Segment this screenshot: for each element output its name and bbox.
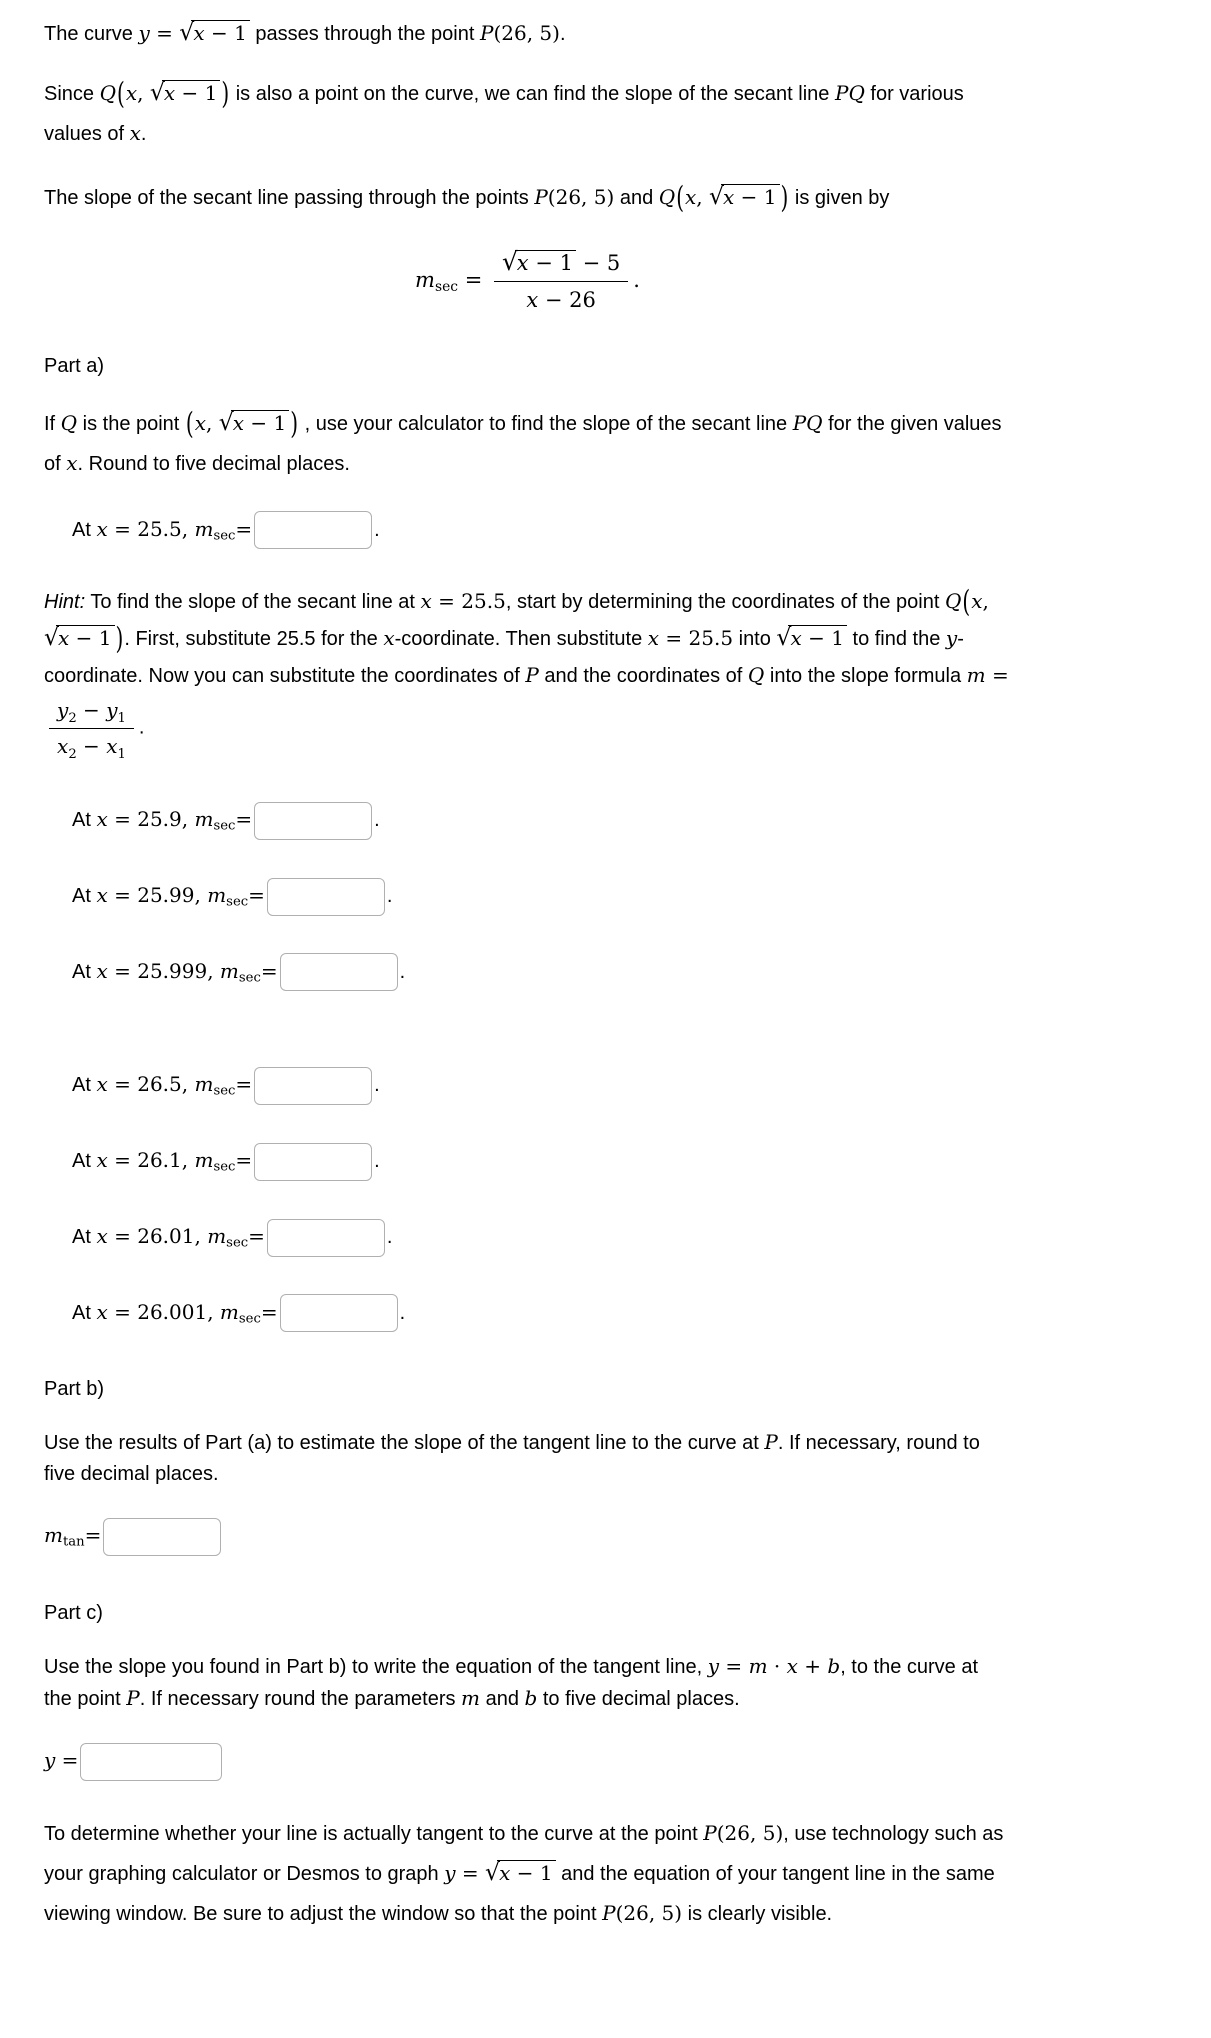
row-period: .: [399, 960, 406, 983]
text-segment: . Round to five decimal places.: [77, 452, 350, 475]
math-var-x: x: [971, 589, 983, 614]
radicand-tail: − 1: [510, 1860, 553, 1885]
subscript-tan: tan: [62, 1534, 85, 1550]
plus-operator: +: [797, 1653, 828, 1678]
math-var-m: m: [207, 883, 227, 908]
radicand: [788, 625, 846, 650]
math-var-x: x: [790, 626, 802, 651]
mtan-input[interactable]: [103, 1518, 221, 1556]
subscript-1: 1: [117, 747, 126, 763]
comma: ,: [181, 1072, 195, 1097]
math-var-x: x: [516, 251, 529, 275]
msec-input-25-999[interactable]: [280, 953, 398, 991]
equals-sign: =: [107, 1072, 138, 1097]
radicand: [515, 250, 576, 275]
intro-paragraph-2: [44, 74, 1011, 154]
text-segment: , use your calculator to find the slope of the secant line: [299, 412, 793, 435]
comma: ,: [181, 1148, 195, 1173]
math-var-x: x: [194, 410, 207, 435]
text-segment: , use technology such as your graphing calculator or Desmos to graph: [44, 1822, 1004, 1885]
close-paren: ): [780, 178, 789, 215]
text-segment: The curve: [44, 23, 139, 45]
radicand-tail: − 1: [69, 626, 112, 651]
equals-sign: =: [107, 516, 138, 541]
point-coordinates: (26, 5): [615, 1900, 683, 1925]
comma: ,: [982, 589, 989, 614]
intro-paragraph-3: [44, 178, 1011, 218]
subscript-1: 1: [117, 711, 126, 727]
text-segment: Use the slope you found in Part b) to write the equation of the tangent line,: [44, 1655, 708, 1678]
math-var-b: b: [524, 1685, 538, 1710]
fraction: [49, 694, 134, 762]
math-var-x: x: [96, 516, 108, 541]
subscript-sec: sec: [213, 528, 236, 544]
math-var-P: P: [703, 1820, 717, 1845]
math-var-x: x: [96, 1148, 108, 1173]
row-period: .: [374, 809, 380, 832]
radicand-tail: − 1: [175, 81, 218, 105]
part-a-heading: Part a): [44, 354, 105, 377]
math-var-m: m: [461, 1685, 481, 1710]
equals-sign: =: [235, 516, 253, 541]
tangent-equation-row: [44, 1739, 1011, 1782]
comma: ,: [207, 1299, 220, 1324]
msec-input-26-1[interactable]: [254, 1143, 372, 1181]
equals-sign: =: [107, 1148, 138, 1173]
row-prefix: At: [72, 1074, 97, 1097]
comma: ,: [194, 1223, 208, 1248]
equals-sign: =: [719, 1653, 749, 1678]
row-period: .: [386, 885, 393, 908]
text-segment: is also a point on the curve, we can find the slope of the secant line: [230, 83, 835, 105]
x-value: 25.99: [137, 883, 195, 908]
subscript-sec: sec: [226, 1235, 249, 1251]
math-var-x: x: [96, 807, 108, 832]
row-period: .: [399, 1301, 406, 1324]
equals-sign: =: [235, 1148, 253, 1173]
math-var-x: x: [499, 1860, 511, 1885]
equals-sign: =: [55, 1747, 79, 1772]
text-segment: into the slope formula: [764, 665, 967, 688]
row-prefix: At: [72, 1301, 97, 1324]
text-segment: If: [44, 412, 61, 435]
math-var-P: P: [602, 1900, 616, 1925]
x-value: 25.9: [137, 807, 182, 832]
open-paren: (: [962, 583, 971, 620]
text-segment: passes through the point: [249, 23, 480, 45]
math-var-b: b: [827, 1653, 841, 1678]
math-var-y: y: [138, 21, 150, 45]
text-segment: is given by: [789, 187, 890, 209]
math-var-y: y: [44, 1747, 56, 1772]
open-paren: (: [185, 404, 194, 441]
subscript-sec: sec: [213, 819, 236, 835]
math-var-m: m: [219, 958, 239, 983]
text-segment: .: [140, 123, 147, 145]
secant-slope-row: [72, 1139, 1011, 1189]
numerator: [494, 246, 628, 282]
comma: ,: [181, 516, 195, 541]
radicand-tail: − 1: [734, 185, 777, 209]
math-var-y: y: [945, 626, 958, 651]
radical-sign: √: [149, 78, 165, 106]
fraction: [494, 246, 628, 317]
math-var-m: m: [194, 516, 214, 541]
equals-sign: =: [84, 1523, 102, 1548]
equals-sign: =: [235, 807, 253, 832]
math-var-m: m: [415, 267, 435, 292]
math-var-m: m: [194, 1148, 214, 1173]
text-segment: for various values of: [44, 83, 964, 145]
equals-sign: =: [107, 1223, 138, 1248]
math-var-P: P: [764, 1430, 778, 1455]
math-var-x: x: [383, 626, 395, 651]
math-var-P: P: [534, 185, 548, 209]
denominator: [49, 729, 134, 762]
text-segment: Use the results of Part (a) to estimate the slope of the tangent line to the curve at: [44, 1432, 765, 1455]
radical-sign: √: [218, 407, 234, 436]
part-c-instructions: [44, 1651, 1011, 1715]
math-var-x: x: [96, 1299, 108, 1324]
intro-paragraph-1: [44, 18, 1011, 50]
msec-input-26-5[interactable]: [254, 1067, 372, 1105]
text-segment: , to the curve at the point: [44, 1655, 979, 1710]
math-var-m: m: [748, 1653, 768, 1678]
math-var-x: x: [96, 1223, 108, 1248]
row-prefix: At: [72, 960, 97, 983]
math-var-m: m: [219, 1299, 239, 1324]
comma: ,: [181, 807, 195, 832]
equals-sign: =: [149, 21, 180, 45]
x-value: 25.999: [137, 958, 208, 983]
radical-sign: √: [709, 182, 725, 210]
open-paren: (: [676, 178, 684, 215]
radicand-tail: − 1: [244, 410, 287, 435]
radical-sign: √: [179, 18, 195, 46]
sqrt-expression: [218, 407, 290, 436]
comma: ,: [206, 410, 219, 435]
text-segment: and: [480, 1687, 525, 1710]
math-var-x: x: [232, 410, 245, 435]
math-var-Q: Q: [747, 663, 765, 688]
comma: ,: [137, 81, 150, 105]
text-segment: Since: [44, 83, 100, 105]
secant-slope-row: [72, 798, 1011, 848]
subscript-sec: sec: [238, 970, 261, 986]
minus-sign: −: [76, 698, 107, 723]
tangent-line-input[interactable]: [80, 1743, 222, 1781]
math-var-P: P: [126, 1685, 140, 1710]
point-coordinates: (26, 5): [716, 1820, 784, 1845]
sqrt-expression: [502, 247, 576, 276]
sqrt-expression: [149, 78, 221, 106]
text-segment: is the point: [77, 412, 185, 435]
math-var-Q: Q: [60, 410, 78, 435]
row-period: .: [386, 1225, 393, 1248]
math-var-x: x: [57, 734, 69, 759]
radicand: [162, 80, 220, 105]
equals-sign: =: [107, 958, 138, 983]
math-var-x: x: [106, 734, 118, 759]
secant-slope-row: [72, 1063, 1011, 1113]
sqrt-expression: [179, 18, 250, 46]
text-segment: and the equation of your tangent line in the same viewing window. Be sure to adjust the window so that the point: [44, 1862, 995, 1925]
row-prefix: At: [72, 885, 97, 908]
mtan-row: [44, 1514, 1011, 1564]
msec-input-26-001[interactable]: [280, 1294, 398, 1332]
x-value: 26.001: [137, 1299, 208, 1324]
text-segment: and: [614, 187, 659, 209]
denominator-tail: − 26: [538, 288, 596, 313]
x-value: 25.5: [137, 516, 182, 541]
equals-sign: =: [248, 1223, 265, 1248]
equals-sign: =: [235, 1072, 253, 1097]
numerator: [49, 694, 134, 729]
sqrt-expression: [776, 623, 847, 652]
math-var-x: x: [193, 21, 205, 45]
secant-slope-row: [72, 874, 1011, 924]
msec-input-25-5[interactable]: [254, 511, 372, 549]
math-var-P: P: [525, 663, 539, 688]
text-segment: , start by determining the coordinates of the point: [505, 591, 945, 614]
text-segment: To find the slope of the secant line at: [85, 591, 421, 614]
math-var-y: y: [707, 1653, 720, 1678]
math-var-x: x: [58, 626, 70, 651]
text-segment: -coordinate. Now you can substitute the coordinates of: [44, 628, 964, 688]
math-var-PQ: PQ: [834, 81, 865, 105]
sqrt-expression: [44, 623, 115, 652]
math-var-x: x: [96, 883, 108, 908]
subscript-sec: sec: [226, 894, 249, 910]
x-value: 26.01: [137, 1223, 195, 1248]
equals-sign: =: [260, 1299, 278, 1324]
period: .: [138, 716, 145, 739]
math-var-m: m: [207, 1223, 227, 1248]
equals-sign: =: [455, 1860, 486, 1885]
math-var-P: P: [479, 21, 494, 45]
period: .: [633, 267, 640, 292]
subscript-sec: sec: [434, 278, 459, 295]
text-segment: into: [733, 628, 777, 651]
radicand: [56, 625, 114, 650]
secant-slope-row: [72, 1291, 1011, 1341]
row-period: .: [374, 1074, 380, 1097]
closing-paragraph: [44, 1814, 1011, 1934]
equals-sign: =: [260, 958, 278, 983]
msec-input-26-01[interactable]: [267, 1219, 385, 1257]
row-prefix: At: [72, 1150, 97, 1173]
msec-input-25-99[interactable]: [267, 878, 385, 916]
close-paren: ): [115, 620, 124, 657]
x-value: 26.5: [137, 1072, 182, 1097]
math-var-Q: Q: [99, 81, 116, 105]
cdot-operator: ·: [767, 1653, 787, 1678]
row-prefix: At: [72, 518, 97, 541]
math-var-x: x: [526, 288, 539, 313]
radicand-tail: − 1: [528, 251, 573, 275]
radical-sign: √: [776, 623, 792, 652]
equals-sign: =: [107, 807, 138, 832]
radicand-tail: − 1: [204, 21, 247, 45]
comma: ,: [194, 883, 208, 908]
math-var-x: x: [96, 1072, 108, 1097]
equals-sign: =: [107, 1299, 138, 1324]
hint-paragraph: [44, 583, 1011, 762]
equals-value: = 25.5: [659, 626, 734, 651]
text-segment: . If necessary, round to five decimal places.: [44, 1432, 980, 1486]
minus-sign: −: [76, 734, 107, 759]
math-var-m: m: [44, 1523, 63, 1548]
math-var-x: x: [685, 185, 697, 209]
math-var-x: x: [786, 1653, 798, 1678]
math-var-y: y: [57, 698, 69, 723]
row-period: .: [374, 1150, 380, 1173]
equals-sign: =: [985, 663, 1009, 688]
radicand: [191, 20, 249, 45]
text-segment: .: [559, 23, 566, 45]
x-value: 26.1: [137, 1148, 182, 1173]
radicand: [721, 184, 779, 209]
secant-slope-row: [72, 1215, 1011, 1265]
math-var-m: m: [194, 807, 214, 832]
msec-input-25-9[interactable]: [254, 802, 372, 840]
math-var-x: x: [647, 626, 660, 651]
math-var-m: m: [966, 663, 986, 688]
sqrt-expression: [485, 1857, 556, 1886]
row-period: .: [374, 518, 380, 541]
point-coordinates: (26, 5): [493, 21, 560, 45]
numerator-tail: − 5: [575, 251, 621, 275]
radical-sign: √: [44, 623, 60, 652]
hint-label: Hint:: [44, 591, 86, 614]
math-var-Q: Q: [944, 589, 962, 614]
secant-slope-row: [72, 508, 1011, 558]
point-coordinates: (26, 5): [547, 185, 615, 209]
part-a-instructions: [44, 404, 1011, 484]
comma: ,: [696, 185, 709, 209]
math-var-x: x: [129, 121, 141, 145]
secant-slope-formula: [44, 246, 1011, 317]
radical-sign: √: [485, 1857, 501, 1886]
subscript-sec: sec: [238, 1311, 261, 1327]
math-var-x: x: [163, 81, 176, 105]
part-c-heading: Part c): [44, 1601, 103, 1624]
math-var-x: x: [420, 589, 432, 614]
comma: ,: [207, 958, 220, 983]
math-var-x: x: [723, 185, 735, 209]
subscript-sec: sec: [213, 1159, 236, 1175]
text-segment: To determine whether your line is actually tangent to the curve at the point: [44, 1822, 704, 1845]
close-paren: ): [290, 404, 299, 441]
subscript-2: 2: [68, 747, 77, 763]
radicand: [497, 1860, 555, 1885]
radicand: [231, 410, 289, 435]
text-segment: -coordinate. Then substitute: [394, 628, 648, 651]
row-prefix: At: [72, 1225, 97, 1248]
sqrt-expression: [709, 182, 780, 210]
text-segment: and the coordinates of: [538, 665, 748, 688]
text-segment: for the given values of: [44, 412, 1002, 475]
radical-sign: √: [502, 247, 518, 276]
text-segment: The slope of the secant line passing through the points: [44, 187, 535, 209]
subscript-sec: sec: [213, 1084, 236, 1100]
text-segment: . If necessary round the parameters: [139, 1687, 462, 1710]
math-var-x: x: [96, 958, 108, 983]
equals-value: = 25.5: [431, 589, 506, 614]
math-var-Q: Q: [658, 185, 676, 209]
radicand-tail: − 1: [801, 626, 844, 651]
math-var-x: x: [66, 450, 78, 475]
equals-sign: =: [458, 267, 489, 292]
denominator: [494, 282, 628, 316]
equals-sign: =: [248, 883, 265, 908]
text-segment: is clearly visible.: [682, 1902, 833, 1925]
math-var-PQ: PQ: [792, 410, 823, 435]
text-segment: to five decimal places.: [537, 1687, 740, 1710]
part-b-heading: Part b): [44, 1378, 105, 1401]
close-paren: ): [221, 74, 230, 111]
text-segment: to find the: [846, 628, 946, 651]
row-prefix: At: [72, 809, 97, 832]
subscript-2: 2: [68, 711, 77, 727]
text-segment: . First, substitute 25.5 for the: [124, 628, 384, 651]
part-b-instructions: [44, 1427, 1011, 1490]
open-paren: (: [117, 74, 125, 111]
math-var-y: y: [444, 1860, 456, 1885]
math-var-x: x: [125, 81, 138, 105]
math-var-m: m: [194, 1072, 214, 1097]
math-var-y: y: [106, 698, 118, 723]
equals-sign: =: [107, 883, 138, 908]
secant-slope-row: [72, 950, 1011, 1000]
